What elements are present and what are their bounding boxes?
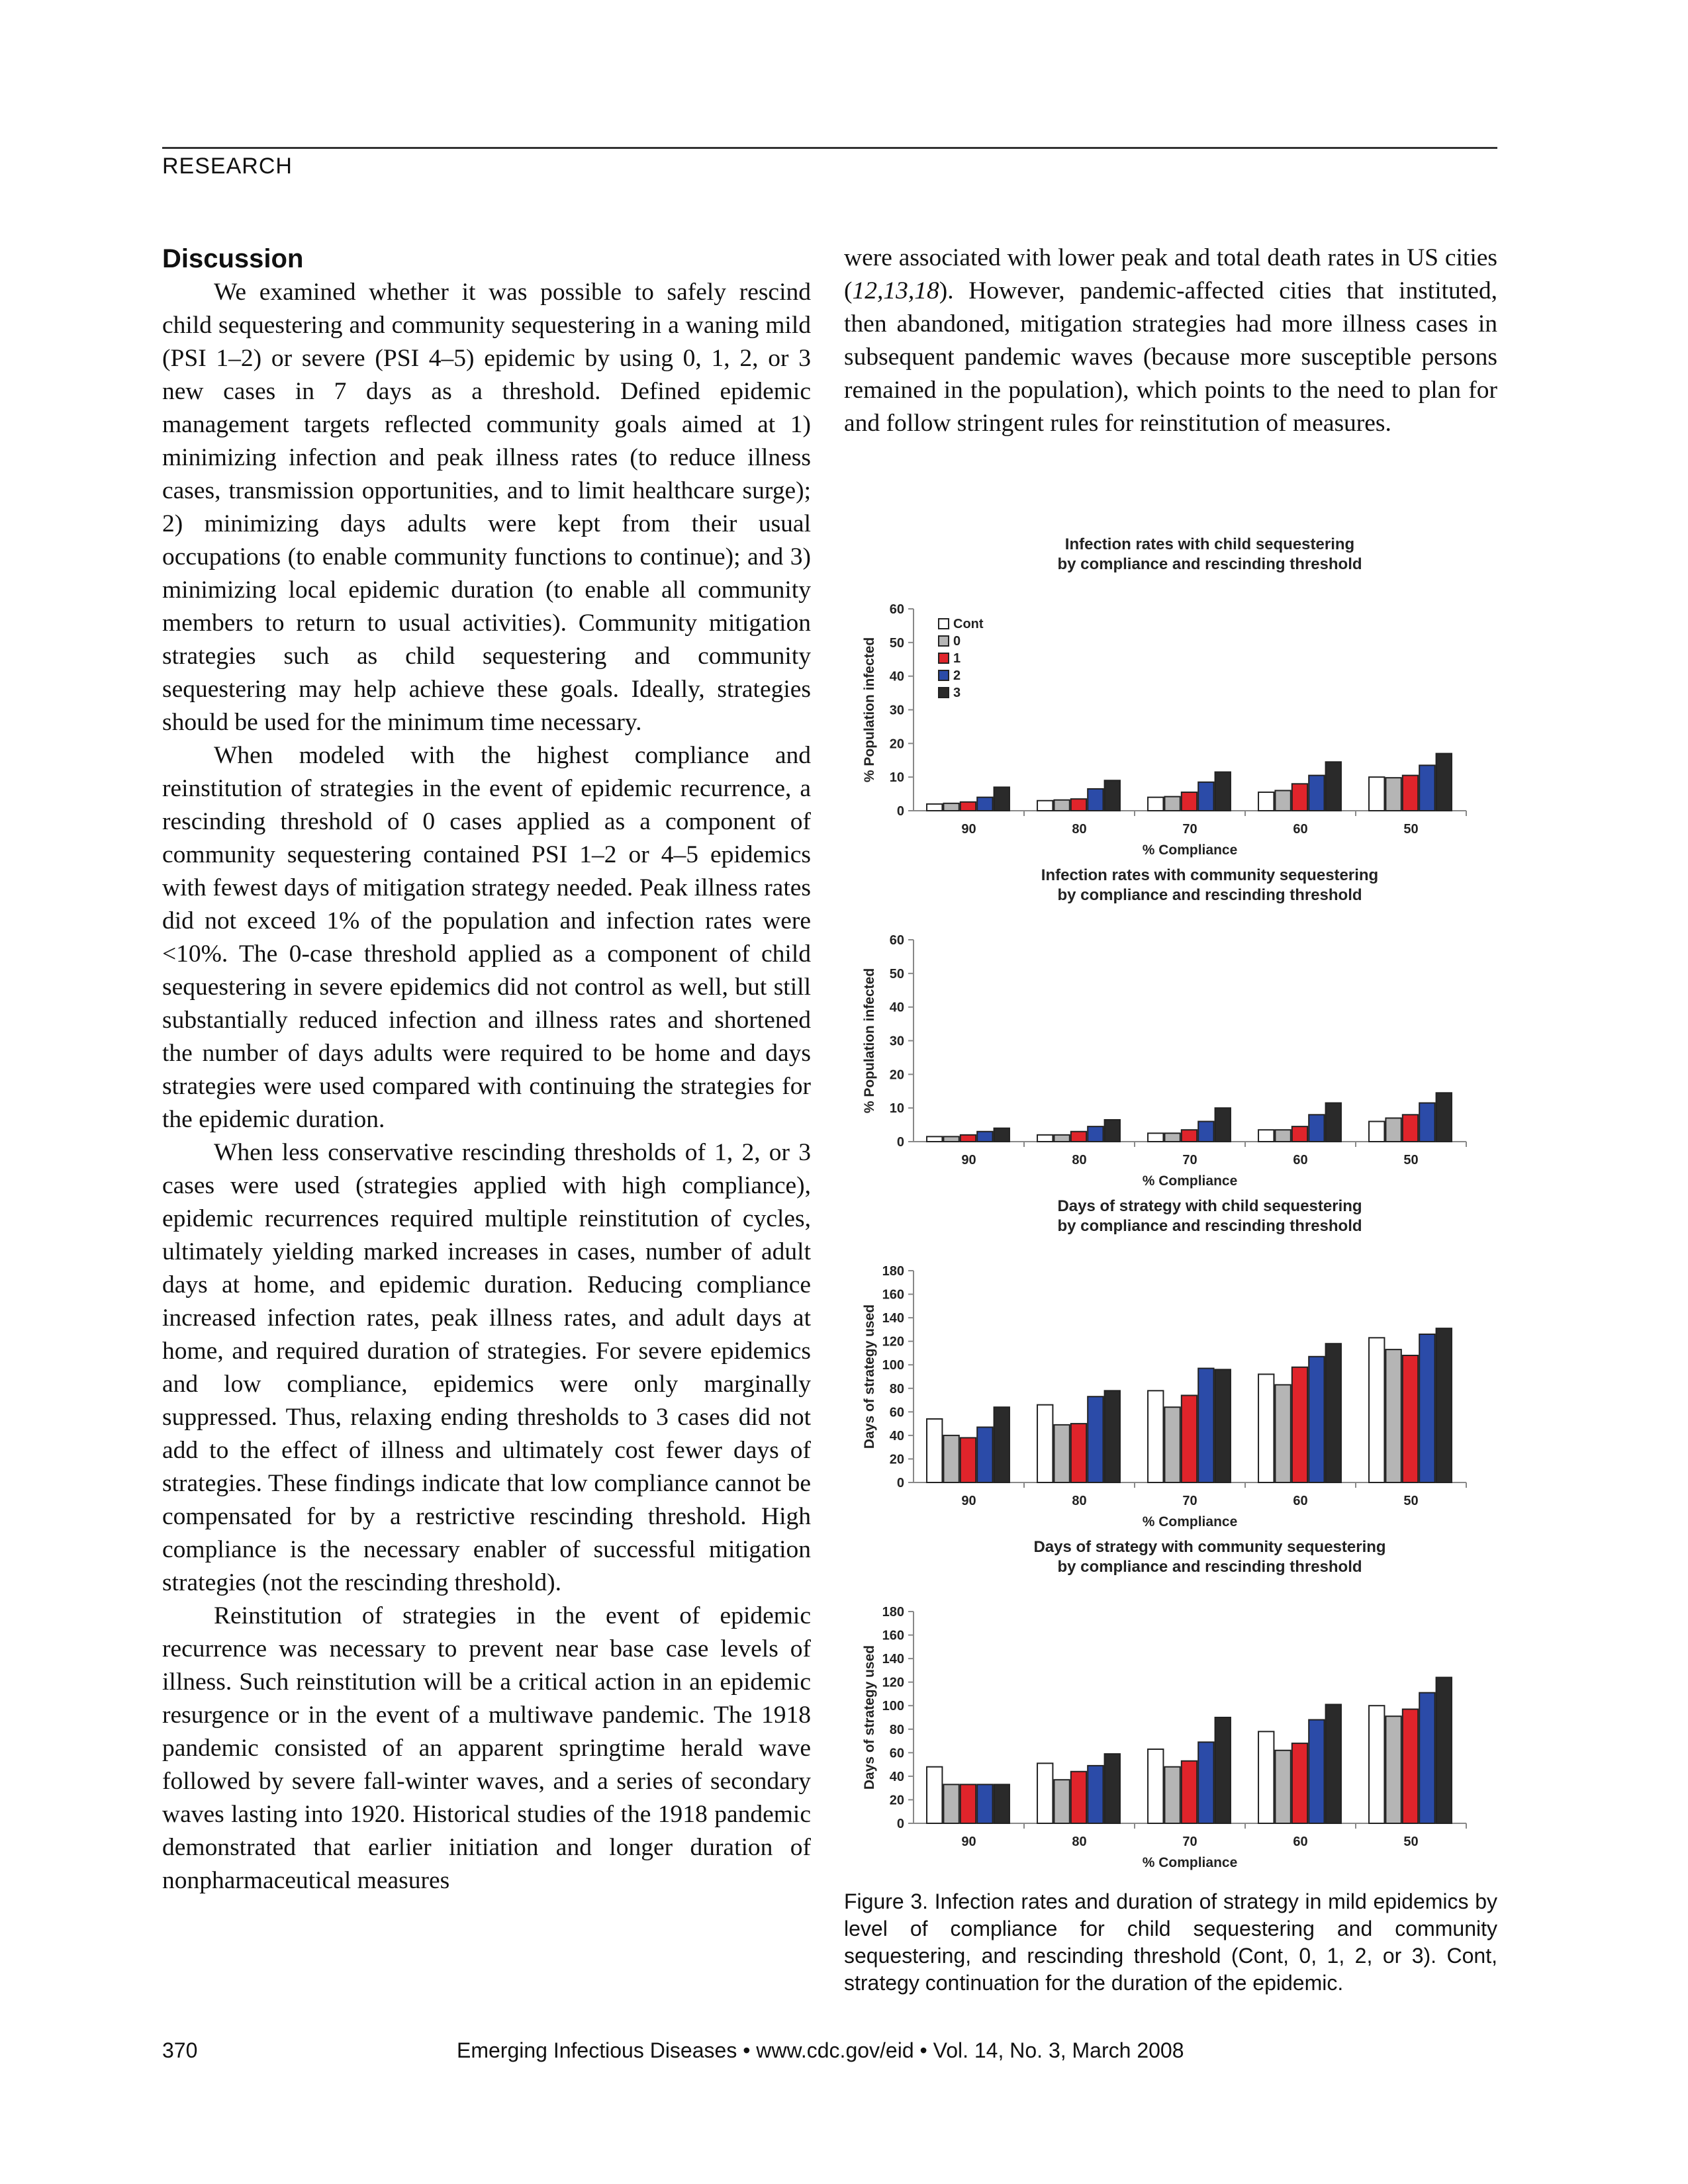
bar-2-90 [977, 797, 992, 811]
bar-Cont-90 [927, 1419, 942, 1482]
header-rule [162, 147, 1497, 149]
bar-0-70 [1164, 1133, 1180, 1142]
chart-title-line: Days of strategy with community sequestering [1033, 1538, 1386, 1556]
y-tick-label: 20 [889, 737, 904, 752]
bar-2-50 [1419, 1103, 1434, 1142]
y-tick-label: 80 [889, 1381, 904, 1396]
chart-days-community [854, 1532, 1483, 1873]
x-tick-label: 60 [1293, 822, 1308, 837]
bar-3-80 [1105, 1390, 1120, 1482]
x-tick-label: 80 [1072, 1153, 1087, 1167]
bar-3-80 [1105, 1754, 1120, 1823]
y-tick-label: 80 [889, 1722, 904, 1737]
x-tick-label: 70 [1182, 1494, 1197, 1508]
x-tick-label: 90 [961, 1835, 976, 1849]
x-tick-label: 60 [1293, 1153, 1308, 1167]
bar-Cont-50 [1369, 1122, 1384, 1142]
page-number: 370 [162, 2038, 198, 2062]
bar-3-60 [1326, 1103, 1341, 1142]
y-tick-label: 30 [889, 703, 904, 718]
x-axis-label: % Compliance [1142, 1514, 1238, 1529]
bar-2-80 [1088, 1396, 1103, 1482]
left-column [162, 242, 811, 1897]
bar-2-90 [977, 1132, 992, 1142]
legend-label: 3 [953, 686, 961, 700]
bar-0-50 [1385, 1118, 1401, 1142]
paragraph-2: When modeled with the highest compliance and reinstitution of strategies in the event of epidemic recurrence, a rescinding threshold of 0 cases applied as a component of community sequestering contained PSI 1–2 or 4–5 epidemics with fewest days of mitigation strategy needed. Peak illness rates did not exceed 1% of the population and infection rates were <10%. The 0-case threshold applied as a component of child sequestering in severe epidemics did not control as well, but still substantially reduced infection and illness rates and shortened the number of days adults were required to be home and days strategies were used compared with continuing the strategies for the epidemic duration. [162, 742, 811, 1133]
bar-Cont-90 [927, 1136, 942, 1142]
y-axis-label: Days of strategy used [862, 1645, 877, 1790]
bar-2-60 [1309, 1357, 1324, 1482]
bar-0-80 [1054, 800, 1069, 811]
bar-Cont-80 [1037, 1405, 1053, 1482]
y-tick-label: 50 [889, 635, 904, 651]
bar-Cont-50 [1369, 777, 1384, 811]
y-tick-label: 180 [882, 1605, 904, 1619]
bar-1-70 [1182, 1395, 1197, 1482]
bar-3-90 [994, 787, 1009, 811]
bar-1-80 [1071, 1132, 1086, 1142]
legend-swatch-2 [939, 670, 949, 680]
bar-1-80 [1071, 1772, 1086, 1823]
bar-3-70 [1215, 1108, 1231, 1142]
legend-swatch-3 [939, 688, 949, 698]
y-tick-label: 140 [882, 1311, 904, 1326]
x-tick-label: 70 [1182, 1835, 1197, 1849]
paragraph-5-end: ). However, pandemic-affected cities that instituted, then abandoned, mitigation strategies had more illness cases in subsequent pandemic waves (because more susceptible persons remained in the population), which points to the need to plan for and follow stringent rules for reinstitution of measures. [844, 277, 1497, 437]
y-tick-label: 120 [882, 1334, 904, 1349]
bar-0-60 [1275, 1385, 1290, 1482]
bar-3-50 [1436, 1328, 1452, 1482]
bar-0-90 [943, 1784, 959, 1823]
y-tick-label: 100 [882, 1699, 904, 1714]
bar-2-60 [1309, 1720, 1324, 1823]
bar-1-90 [961, 1784, 976, 1823]
y-tick-label: 140 [882, 1652, 904, 1667]
y-tick-label: 40 [889, 1428, 904, 1443]
bar-0-70 [1164, 1767, 1180, 1823]
y-tick-label: 0 [896, 1476, 904, 1490]
chart-title-line: by compliance and rescinding threshold [1057, 555, 1362, 573]
chart-title-line: Infection rates with child sequestering [1064, 535, 1355, 553]
citation-refs: 12,13,18 [852, 277, 939, 304]
y-tick-label: 20 [889, 1452, 904, 1467]
bar-2-90 [977, 1427, 992, 1482]
bar-0-80 [1054, 1425, 1069, 1482]
bar-Cont-90 [927, 1767, 942, 1823]
bar-1-60 [1292, 784, 1307, 811]
paragraph-5 [844, 242, 1497, 440]
chart-title [1041, 866, 1378, 904]
legend-swatch-Cont [939, 619, 949, 629]
chart-title-line: by compliance and rescinding threshold [1057, 1558, 1362, 1576]
bar-Cont-70 [1148, 1133, 1163, 1142]
bar-1-50 [1403, 1709, 1418, 1823]
bar-Cont-50 [1369, 1706, 1384, 1823]
x-tick-label: 80 [1072, 822, 1087, 837]
x-tick-label: 90 [961, 822, 976, 837]
bar-2-70 [1198, 1369, 1213, 1482]
y-tick-label: 0 [896, 1817, 904, 1831]
journal-footer: Emerging Infectious Diseases • www.cdc.gov/eid • Vol. 14, No. 3, March 2008 [457, 2038, 1184, 2062]
bar-Cont-70 [1148, 797, 1163, 811]
x-tick-label: 70 [1182, 1153, 1197, 1167]
y-tick-label: 60 [889, 933, 904, 948]
bar-Cont-70 [1148, 1390, 1163, 1482]
x-tick-label: 50 [1403, 1835, 1419, 1849]
figure-3-charts [854, 529, 1483, 1873]
x-tick-label: 60 [1293, 1835, 1308, 1849]
paragraph-5-start: were associated with lower peak and total death rates in US cities ( [844, 244, 1497, 304]
y-tick-label: 100 [882, 1358, 904, 1373]
bar-0-70 [1164, 797, 1180, 811]
paragraph-3: When less conservative rescinding thresholds of 1, 2, or 3 cases were used (strategies applied with high compliance), epidemic recurrences required multiple reinstitution of cycles, ultimately yielding marked increases in cases, number of adult days at home, and epidemic duration. Reducing compliance increased infection rates, peak illness rates, and adult days at home, and required duration of strategies. For severe epidemics and low compliance, epidemics were only marginally suppressed. Thus, relaxing ending thresholds to 3 cases did not add to the effect of illness and ultimately cost fewer days of strategies. These findings indicate that low compliance cannot be compensated for by a restrictive rescinding threshold. High compliance is the necessary enabler of successful mitigation strategies (not the rescinding threshold). [162, 1139, 811, 1596]
chart-title-line: Infection rates with community sequestering [1041, 866, 1379, 884]
chart-title [1057, 1197, 1362, 1235]
bar-0-50 [1385, 1349, 1401, 1482]
bar-2-50 [1419, 765, 1434, 811]
bar-2-80 [1088, 1126, 1103, 1142]
paragraph-4: Reinstitution of strategies in the event of epidemic recurrence was necessary to prevent near base case levels of illness. Such reinstitution will be a critical action in an epidemic resurgence or in the event of a multiwave pandemic. The 1918 pandemic consisted of an apparent springtime herald wave followed by severe fall-winter waves, and a series of secondary waves lasting into 1920. Historical studies of the 1918 pandemic demonstrated that earlier initiation and longer duration of nonpharmaceutical measures [162, 1602, 811, 1894]
bar-1-70 [1182, 1761, 1197, 1823]
bar-Cont-70 [1148, 1749, 1163, 1823]
bar-Cont-80 [1037, 801, 1053, 811]
right-column [844, 242, 1497, 440]
bar-1-80 [1071, 1424, 1086, 1482]
bar-2-60 [1309, 1115, 1324, 1142]
bar-Cont-90 [927, 804, 942, 811]
chart-days-child [854, 1191, 1483, 1532]
x-tick-label: 50 [1403, 822, 1419, 837]
bar-Cont-60 [1258, 1374, 1274, 1482]
bar-3-50 [1436, 1093, 1452, 1142]
x-tick-label: 90 [961, 1494, 976, 1508]
legend-label: 0 [953, 634, 961, 649]
bar-2-50 [1419, 1693, 1434, 1823]
bar-1-50 [1403, 776, 1418, 811]
x-tick-label: 80 [1072, 1494, 1087, 1508]
bar-Cont-60 [1258, 792, 1274, 811]
x-axis-label: % Compliance [1142, 1173, 1238, 1189]
y-tick-label: 20 [889, 1793, 904, 1808]
bar-0-90 [943, 803, 959, 811]
y-tick-label: 60 [889, 602, 904, 617]
chart-title [1033, 1538, 1385, 1576]
x-tick-label: 60 [1293, 1494, 1308, 1508]
bar-1-60 [1292, 1126, 1307, 1142]
y-tick-label: 30 [889, 1034, 904, 1049]
bar-3-50 [1436, 1678, 1452, 1823]
bar-0-50 [1385, 1716, 1401, 1823]
chart-infection-community [854, 860, 1483, 1191]
bar-2-70 [1198, 1122, 1213, 1142]
bar-2-70 [1198, 782, 1213, 811]
bar-3-60 [1326, 762, 1341, 811]
y-tick-label: 10 [889, 770, 904, 786]
chart-title-line: by compliance and rescinding threshold [1057, 1217, 1362, 1235]
y-tick-label: 10 [889, 1101, 904, 1116]
bar-2-60 [1309, 776, 1324, 811]
bar-1-70 [1182, 1130, 1197, 1142]
bar-3-70 [1215, 1369, 1231, 1482]
y-tick-label: 50 [889, 966, 904, 981]
y-axis-label: % Population infected [862, 968, 877, 1114]
bar-0-60 [1275, 791, 1290, 811]
bar-0-60 [1275, 1751, 1290, 1823]
y-axis-label: Days of strategy used [862, 1304, 877, 1449]
bar-2-80 [1088, 789, 1103, 811]
bar-Cont-60 [1258, 1130, 1274, 1142]
bar-2-70 [1198, 1742, 1213, 1823]
x-tick-label: 50 [1403, 1494, 1419, 1508]
y-tick-label: 0 [896, 1135, 904, 1150]
bar-0-60 [1275, 1130, 1290, 1142]
bar-2-80 [1088, 1766, 1103, 1823]
bar-1-60 [1292, 1743, 1307, 1823]
legend-label: 1 [953, 651, 961, 666]
y-tick-label: 0 [896, 804, 904, 819]
bar-3-90 [994, 1407, 1009, 1482]
x-tick-label: 70 [1182, 822, 1197, 837]
bar-3-80 [1105, 1120, 1120, 1142]
bar-1-70 [1182, 792, 1197, 811]
y-tick-label: 40 [889, 1000, 904, 1015]
bar-1-50 [1403, 1115, 1418, 1142]
x-axis-label: % Compliance [1142, 1855, 1238, 1870]
bar-0-90 [943, 1136, 959, 1142]
y-tick-label: 120 [882, 1675, 904, 1690]
bar-Cont-80 [1037, 1135, 1053, 1142]
y-tick-label: 20 [889, 1068, 904, 1083]
chart-title-line: Days of strategy with child sequestering [1057, 1197, 1362, 1215]
chart-title-line: by compliance and rescinding threshold [1057, 886, 1362, 904]
bar-3-90 [994, 1128, 1009, 1142]
bar-3-50 [1436, 754, 1452, 811]
x-tick-label: 90 [961, 1153, 976, 1167]
bar-1-90 [961, 1437, 976, 1482]
chart-title [1057, 535, 1362, 573]
x-tick-label: 50 [1403, 1153, 1419, 1167]
y-axis-label: % Population infected [862, 637, 877, 783]
bar-Cont-60 [1258, 1731, 1274, 1823]
bar-0-80 [1054, 1780, 1069, 1823]
discussion-heading: Discussion [162, 244, 304, 273]
bar-1-80 [1071, 799, 1086, 811]
y-tick-label: 180 [882, 1264, 904, 1279]
bar-2-50 [1419, 1334, 1434, 1482]
bar-3-60 [1326, 1343, 1341, 1482]
chart-infection-child [854, 529, 1483, 860]
bar-3-90 [994, 1784, 1009, 1823]
bar-Cont-50 [1369, 1338, 1384, 1482]
bar-0-50 [1385, 778, 1401, 811]
legend-label: Cont [953, 617, 984, 631]
y-tick-label: 60 [889, 1405, 904, 1420]
x-tick-label: 80 [1072, 1835, 1087, 1849]
bar-Cont-80 [1037, 1763, 1053, 1823]
legend-swatch-0 [939, 636, 949, 646]
y-tick-label: 60 [889, 1746, 904, 1761]
bar-1-60 [1292, 1367, 1307, 1482]
bar-0-90 [943, 1435, 959, 1482]
bar-0-70 [1164, 1407, 1180, 1482]
y-tick-label: 40 [889, 669, 904, 684]
y-tick-label: 160 [882, 1628, 904, 1643]
bar-1-90 [961, 802, 976, 811]
bar-3-80 [1105, 780, 1120, 811]
figure-caption: Figure 3. Infection rates and duration of strategy in mild epidemics by level of compliance for child sequestering and community sequestering, and rescinding threshold (Cont, 0, 1, 2, or 3). Cont, strategy continuation for the duration of the epidemic. [844, 1889, 1497, 1995]
bar-2-90 [977, 1784, 992, 1823]
bar-3-70 [1215, 1717, 1231, 1823]
y-tick-label: 160 [882, 1287, 904, 1302]
bar-1-90 [961, 1135, 976, 1142]
legend-swatch-1 [939, 653, 949, 663]
bar-3-60 [1326, 1704, 1341, 1823]
x-axis-label: % Compliance [1142, 842, 1238, 858]
legend-label: 2 [953, 668, 961, 683]
bar-1-50 [1403, 1355, 1418, 1482]
y-tick-label: 40 [889, 1769, 904, 1784]
section-label: RESEARCH [162, 154, 293, 179]
bar-3-70 [1215, 772, 1231, 811]
paragraph-1: We examined whether it was possible to safely rescind child sequestering and community sequestering in a waning mild (PSI 1–2) or severe (PSI 4–5) epidemic by using 0, 1, 2, or 3 new cases in 7 days as a threshold. Defined epidemic management targets reflected community goals aimed at 1) minimizing infection and peak illness rates (to reduce illness cases, transmission opportunities, and to limit healthcare surge); 2) minimizing days adults were kept from their usual occupations (to enable community functions to continue); and 3) minimizing local epidemic duration (to enable all community members to return to usual activities). Community mitigation strategies such as child sequestering and community sequestering may help achieve these goals. Ideally, strategies should be used for the minimum time necessary. [162, 279, 811, 736]
bar-0-80 [1054, 1135, 1069, 1142]
